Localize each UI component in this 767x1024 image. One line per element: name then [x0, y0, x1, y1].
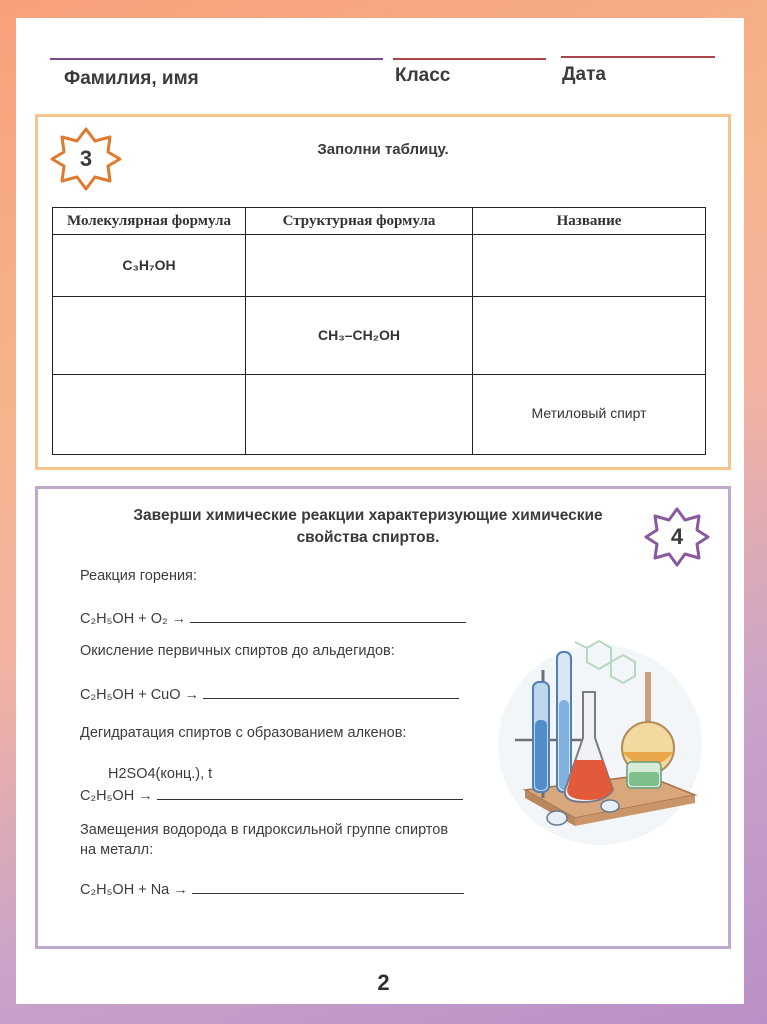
chemistry-lab-glassware-icon — [495, 630, 705, 850]
dehydration-label: Дегидратация спиртов с образованием алкенов: — [80, 725, 407, 741]
dehydration-row — [80, 787, 463, 804]
substitution-row — [80, 881, 464, 898]
dehydration-equation: C₂H₅OH → — [80, 788, 153, 804]
dehydration-condition: H2SO4(конц.), t — [108, 766, 213, 782]
table-cell[interactable] — [473, 235, 706, 297]
table-header-row — [53, 208, 706, 235]
oxidation-equation: C₂H₅OH + CuO → — [80, 687, 200, 703]
task-3-badge — [50, 127, 122, 191]
table-cell[interactable] — [473, 297, 706, 375]
column-header: Структурная формула — [246, 208, 473, 235]
table-cell[interactable] — [53, 375, 246, 455]
table-cell[interactable] — [246, 235, 473, 297]
class-underline[interactable] — [393, 58, 546, 60]
date-label: Дата — [562, 64, 606, 85]
combustion-label: Реакция горения: — [80, 568, 197, 584]
task-3-number: 3 — [79, 146, 93, 171]
dehydration-answer-line[interactable] — [157, 787, 463, 800]
surname-underline[interactable] — [50, 58, 383, 60]
table-cell[interactable] — [53, 297, 246, 375]
oxidation-row — [80, 686, 459, 703]
substitution-answer-line[interactable] — [192, 881, 464, 894]
fill-table — [52, 207, 706, 455]
oxidation-label: Окисление первичных спиртов до альдегидов: — [80, 643, 395, 659]
table-row — [53, 375, 706, 455]
task-4-title — [78, 505, 658, 549]
page-number: 2 — [377, 970, 390, 995]
task-3-box — [35, 114, 731, 470]
table-cell[interactable] — [246, 375, 473, 455]
column-header: Молекулярная формула — [53, 208, 246, 235]
task-4-number: 4 — [670, 524, 684, 549]
table-row — [53, 297, 706, 375]
table-cell: C₃H₇OH — [53, 235, 246, 297]
table-cell: CH₃–CH₂OH — [246, 297, 473, 375]
surname-label: Фамилия, имя — [64, 68, 199, 89]
class-label: Класс — [395, 65, 451, 86]
combustion-row — [80, 610, 466, 627]
substitution-equation: C₂H₅OH + Na → — [80, 882, 188, 898]
task-4-badge — [644, 507, 710, 567]
table-cell: Метиловый спирт — [473, 375, 706, 455]
combustion-answer-line[interactable] — [190, 610, 466, 623]
date-underline[interactable] — [561, 56, 715, 58]
oxidation-answer-line[interactable] — [203, 686, 459, 699]
task-3-title: Заполни таблицу. — [317, 141, 449, 158]
combustion-equation: C₂H₅OH + O₂ → — [80, 611, 187, 627]
task-4-title-line1: Заверши химические реакции характеризующие химические — [133, 507, 603, 524]
column-header: Название — [473, 208, 706, 235]
substitution-label-line1: Замещения водорода в гидроксильной группе спиртов — [80, 822, 449, 838]
substitution-label-line2: на металл: — [80, 842, 154, 858]
task-4-title-line2: свойства спиртов. — [296, 529, 440, 546]
table-row — [53, 235, 706, 297]
